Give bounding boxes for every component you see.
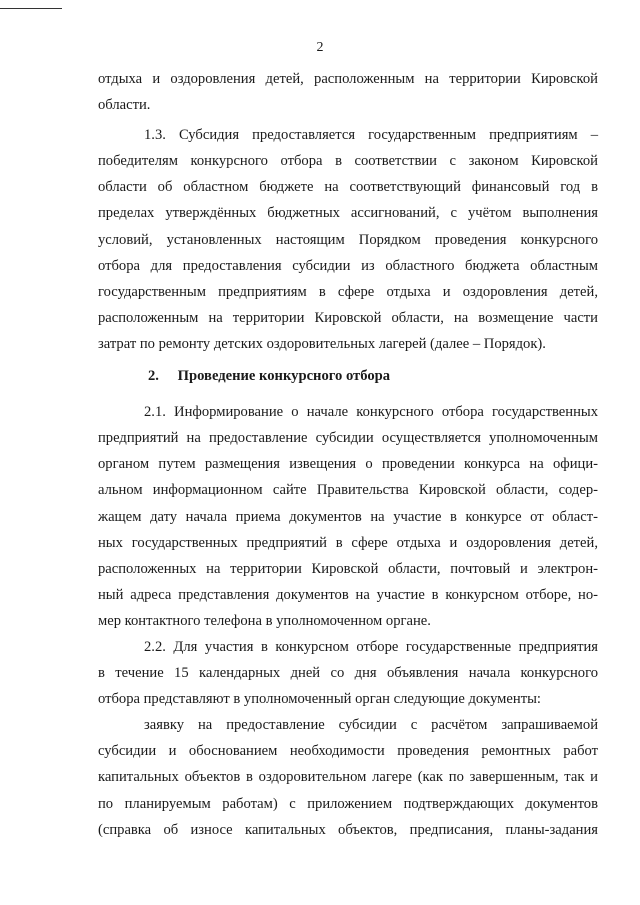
text-line: 1.3. Субсидия предоставляется государственным предприятиям – <box>144 127 598 144</box>
text-line: 2.2. Для участия в конкурсном отборе государственные предприятия <box>144 638 598 655</box>
text-line: отбора для предоставления субсидии из областного бюджета областным <box>98 257 598 274</box>
text-line: отбора представляют в уполномоченный орган следующие документы: <box>98 691 541 708</box>
text-line: субсидии и обоснованием необходимости проведения ремонтных работ <box>98 743 598 760</box>
text-line: предприятий на предоставление субсидии осуществляется уполномоченным <box>98 430 598 447</box>
text-line: расположенным на территории Кировской области, на возмещение части <box>98 309 598 326</box>
page-number: 2 <box>316 40 324 55</box>
text-line: (справка об износе капитальных объектов, предписания, планы-задания <box>98 821 598 838</box>
text-line: 2.1. Информирование о начале конкурсного отбора государственных <box>144 404 598 421</box>
text-line: капитальных объектов в оздоровительном лагере (как по завершенным, так и <box>98 769 598 786</box>
text-line: ных государственных предприятий в сфере отдыха и оздоровления детей, <box>98 534 598 551</box>
text-line: жащем дату начала приема документов на участие в конкурсе от област- <box>98 508 598 525</box>
text-line: пределах утверждённых бюджетных ассигнований, с учётом выполнения <box>98 205 598 222</box>
paragraph-2-1 <box>98 399 598 634</box>
text-line: альном информационном сайте Правительства Кировской области, содер- <box>98 482 598 499</box>
section-number: 2. <box>148 368 159 385</box>
text-line: области. <box>98 97 151 114</box>
paragraph-intro <box>98 66 598 118</box>
text-line: заявку на предоставление субсидии с расчётом запрашиваемой <box>144 717 598 734</box>
text-line: условий, установленных настоящим Порядком проведения конкурсного <box>98 231 598 248</box>
text-line: области об областном бюджете на соответствующий финансовый год в <box>98 179 598 196</box>
document-body <box>98 66 598 843</box>
paragraph-2-2 <box>98 634 598 712</box>
section-heading <box>98 363 598 389</box>
text-line: органом путем размещения извещения о проведении конкурса на офици- <box>98 456 598 473</box>
text-line: ный адреса представления документов на участие в конкурсном отборе, но- <box>98 586 598 603</box>
text-line: государственным предприятиям в сфере отдыха и оздоровления детей, <box>98 283 598 300</box>
text-line: расположенных на территории Кировской области, почтовый и электрон- <box>98 560 598 577</box>
paragraph-1-3 <box>98 122 598 357</box>
paragraph-application <box>98 712 598 842</box>
text-line: отдыха и оздоровления детей, расположенным на территории Кировской <box>98 71 598 87</box>
section-title: Проведение конкурсного отбора <box>177 368 391 385</box>
text-line: мер контактного телефона в уполномоченном органе. <box>98 612 431 629</box>
text-line: по планируемым работам) с приложением подтверждающих документов <box>98 795 598 812</box>
text-line: затрат по ремонту детских оздоровительных лагерей (далее – Порядок). <box>98 335 546 352</box>
text-line: в течение 15 календарных дней со дня объявления начала конкурсного <box>98 665 598 682</box>
text-line: победителям конкурсного отбора в соответствии с законом Кировской <box>98 153 598 170</box>
header-rule <box>0 8 62 9</box>
